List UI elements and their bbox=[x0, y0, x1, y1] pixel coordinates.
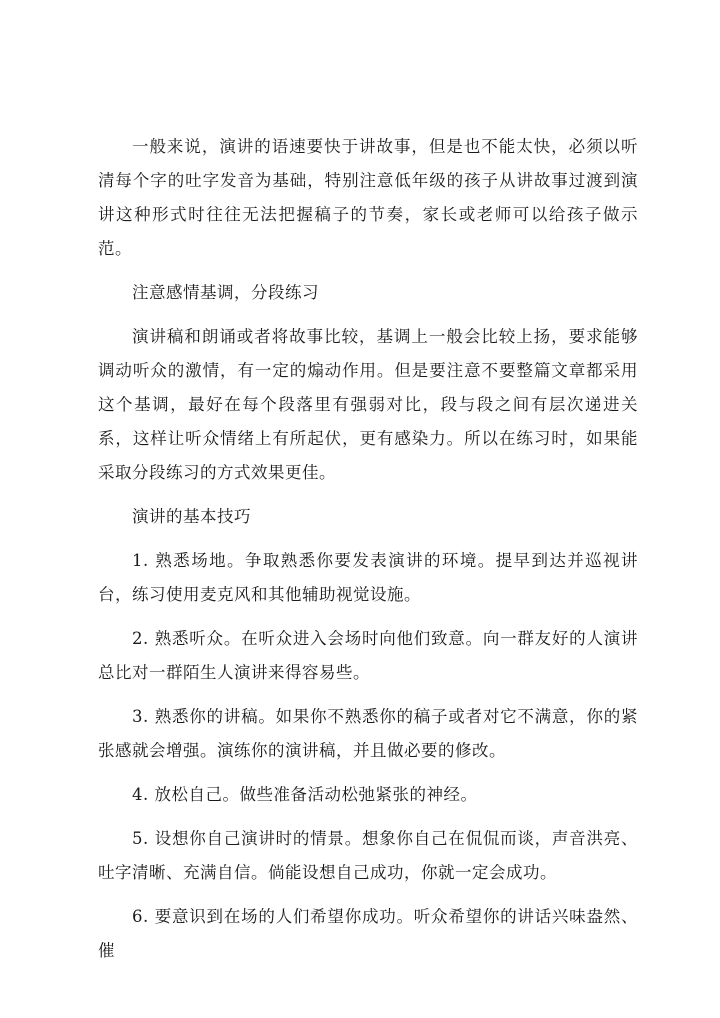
section-heading-techniques: 演讲的基本技巧 bbox=[132, 507, 251, 526]
list-item-audience: 2. 熟悉听众。在听众进入会场时向他们致意。向一群友好的人演讲总比对一群陌生人演讲来得容易些。 bbox=[98, 629, 638, 682]
list-item-audience-support: 6. 要意识到在场的人们希望你成功。听众希望你的讲话兴味盎然、催 bbox=[98, 907, 638, 960]
list-item-script: 3. 熟悉你的讲稿。如果你不熟悉你的稿子或者对它不满意，你的紧张感就会增强。演练你的演讲稿，并且做必要的修改。 bbox=[98, 707, 638, 760]
paragraph-speech-speed: 一般来说，演讲的语速要快于讲故事，但是也不能太快，必须以听清每个字的吐字发音为基础，特别注意低年级的孩子从讲故事过渡到演讲这种形式时往往无法把握稿子的节奏，家长或老师可以给孩子做示范。 bbox=[98, 137, 638, 258]
document-body bbox=[98, 130, 638, 978]
list-item-venue: 1. 熟悉场地。争取熟悉你要发表演讲的环境。提早到达并巡视讲台，练习使用麦克风和其他辅助视觉设施。 bbox=[98, 551, 638, 604]
section-heading-emotion: 注意感情基调，分段练习 bbox=[132, 283, 319, 302]
list-item-relax: 4. 放松自己。做些准备活动松弛紧张的神经。 bbox=[132, 785, 478, 804]
paragraph-emotion-tone: 演讲稿和朗诵或者将故事比较，基调上一般会比较上扬，要求能够调动听众的激情，有一定的煽动作用。但是要注意不要整篇文章都采用这个基调，最好在每个段落里有强弱对比，段与段之间有层次递进关系，这样让听众情绪上有所起伏，更有感染力。所以在练习时，如果能采取分段练习的方式效果更佳。 bbox=[98, 327, 638, 482]
list-item-visualize: 5. 设想你自己演讲时的情景。想象你自己在侃侃而谈，声音洪亮、吐字清晰、充满自信。倘能设想自己成功，你就一定会成功。 bbox=[98, 829, 638, 882]
